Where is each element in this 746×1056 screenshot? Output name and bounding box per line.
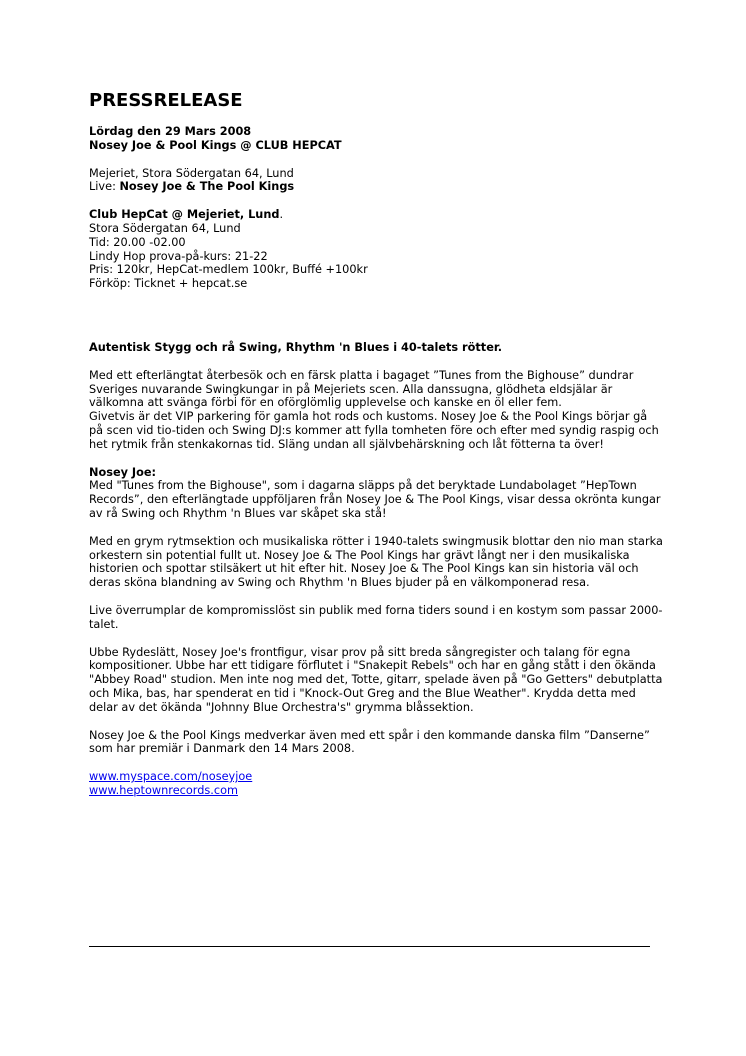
spacer (89, 305, 664, 341)
club-name-suffix: . (279, 208, 284, 222)
heptown-link[interactable]: www.heptownrecords.com (89, 783, 238, 797)
links-block (89, 770, 664, 798)
band-paragraph: Med "Tunes from the Bighouse", som i dagarna släpps på det beryktade Lundabolaget ”HepTown Records”, den efterlängtade uppföljaren från Nosey Joe & The Pool Kings, visar dessa okrönta kungar av rå Swing och Rhythm 'n Blues var skåpet ska stå! (89, 479, 661, 520)
press-release-document (89, 90, 664, 798)
body-paragraph: Live överrumplar de kompromisslöst sin publik med forna tiders sound i en kostym som passar 2000-talet. (89, 603, 663, 631)
club-presale: Förköp: Ticknet + hepcat.se (89, 277, 248, 291)
body-paragraph: Nosey Joe & the Pool Kings medverkar även med ett spår i den kommande danska film ”Danserne” som har premiär i Danmark den 14 Mars 2008. (89, 728, 650, 756)
live-act: Nosey Joe & The Pool Kings (119, 180, 295, 194)
event-date: Lördag den 29 Mars 2008 (89, 125, 252, 138)
headline: Autentisk Stygg och rå Swing, Rhythm 'n Blues i 40-talets rötter. (89, 340, 503, 354)
club-info-block (89, 208, 664, 291)
band-intro-block (89, 466, 664, 521)
section-heading: Nosey Joe: (89, 465, 157, 479)
intro-paragraph: Givetvis är det VIP parkering för gamla hot rods och kustoms. Nosey Joe & the Pool Kings börjar gå på scen vid tio-tiden och Swing DJ:s kommer att fylla tomheten före och efter med syndig raspig och het rytmik från stenkakornas tid. Släng undan all självbehärskning och låt fötterna ta över! (89, 410, 659, 451)
page-title: PRESSRELEASE (89, 90, 243, 111)
venue-address: Mejeriet, Stora Södergatan 64, Lund (89, 166, 294, 180)
club-name: Club HepCat @ Mejeriet, Lund (89, 208, 280, 222)
club-prices: Pris: 120kr, HepCat-medlem 100kr, Buffé +100kr (89, 263, 368, 277)
myspace-link[interactable]: www.myspace.com/noseyjoe (89, 770, 253, 784)
event-header (89, 125, 664, 153)
live-label: Live: (89, 180, 116, 194)
club-name-line (89, 208, 664, 222)
club-street: Stora Södergatan 64, Lund (89, 221, 241, 235)
club-course: Lindy Hop prova-på-kurs: 21-22 (89, 249, 268, 263)
body-paragraph: Med en grym rytmsektion och musikaliska rötter i 1940-talets swingmusik blottar den nio man starka orkestern sin potential fullt ut. Nosey Joe & The Pool Kings har grävt långt ner i den musikaliska historien och spottar stilsäkert ut hit efter hit. Nosey Joe & The Pool Kings kan sin historia väl och deras sköna blandning av Swing och Rhythm 'n Blues bjuder på en välkomponerad resa. (89, 534, 663, 590)
club-time: Tid: 20.00 -02.00 (89, 235, 186, 249)
event-name: Nosey Joe & Pool Kings @ CLUB HEPCAT (89, 138, 342, 152)
venue-block (89, 167, 664, 195)
body-paragraph: Ubbe Rydeslätt, Nosey Joe's frontfigur, visar prov på sitt breda sångregister och talang för egna kompositioner. Ubbe har ett tidigare förflutet i "Snakepit Rebels" och har en gång stått i den ökända "Abbey Road" studion. Men inte nog med det, Totte, gitarr, spelade även på "Go Getters" debutplatta och Mika, bas, har spenderat en tid i "Knock-Out Greg and the Blue Weather". Krydda detta med delar av det ökända "Johnny Blue Orchestra's" grymma blåssektion. (89, 645, 663, 714)
intro-block (89, 369, 664, 452)
intro-paragraph: Med ett efterlängtat återbesök och en färsk platta i bagaget ”Tunes from the Bighouse” dundrar Sveriges nuvarande Swingkungar in på Mejeriets scen. Alla danssugna, glödheta eldsjälar är välkomna att svänga förbi för en oförglömlig upplevelse och kanske en öl eller fem. (89, 368, 634, 410)
horizontal-rule (89, 946, 650, 947)
live-line (89, 180, 664, 194)
